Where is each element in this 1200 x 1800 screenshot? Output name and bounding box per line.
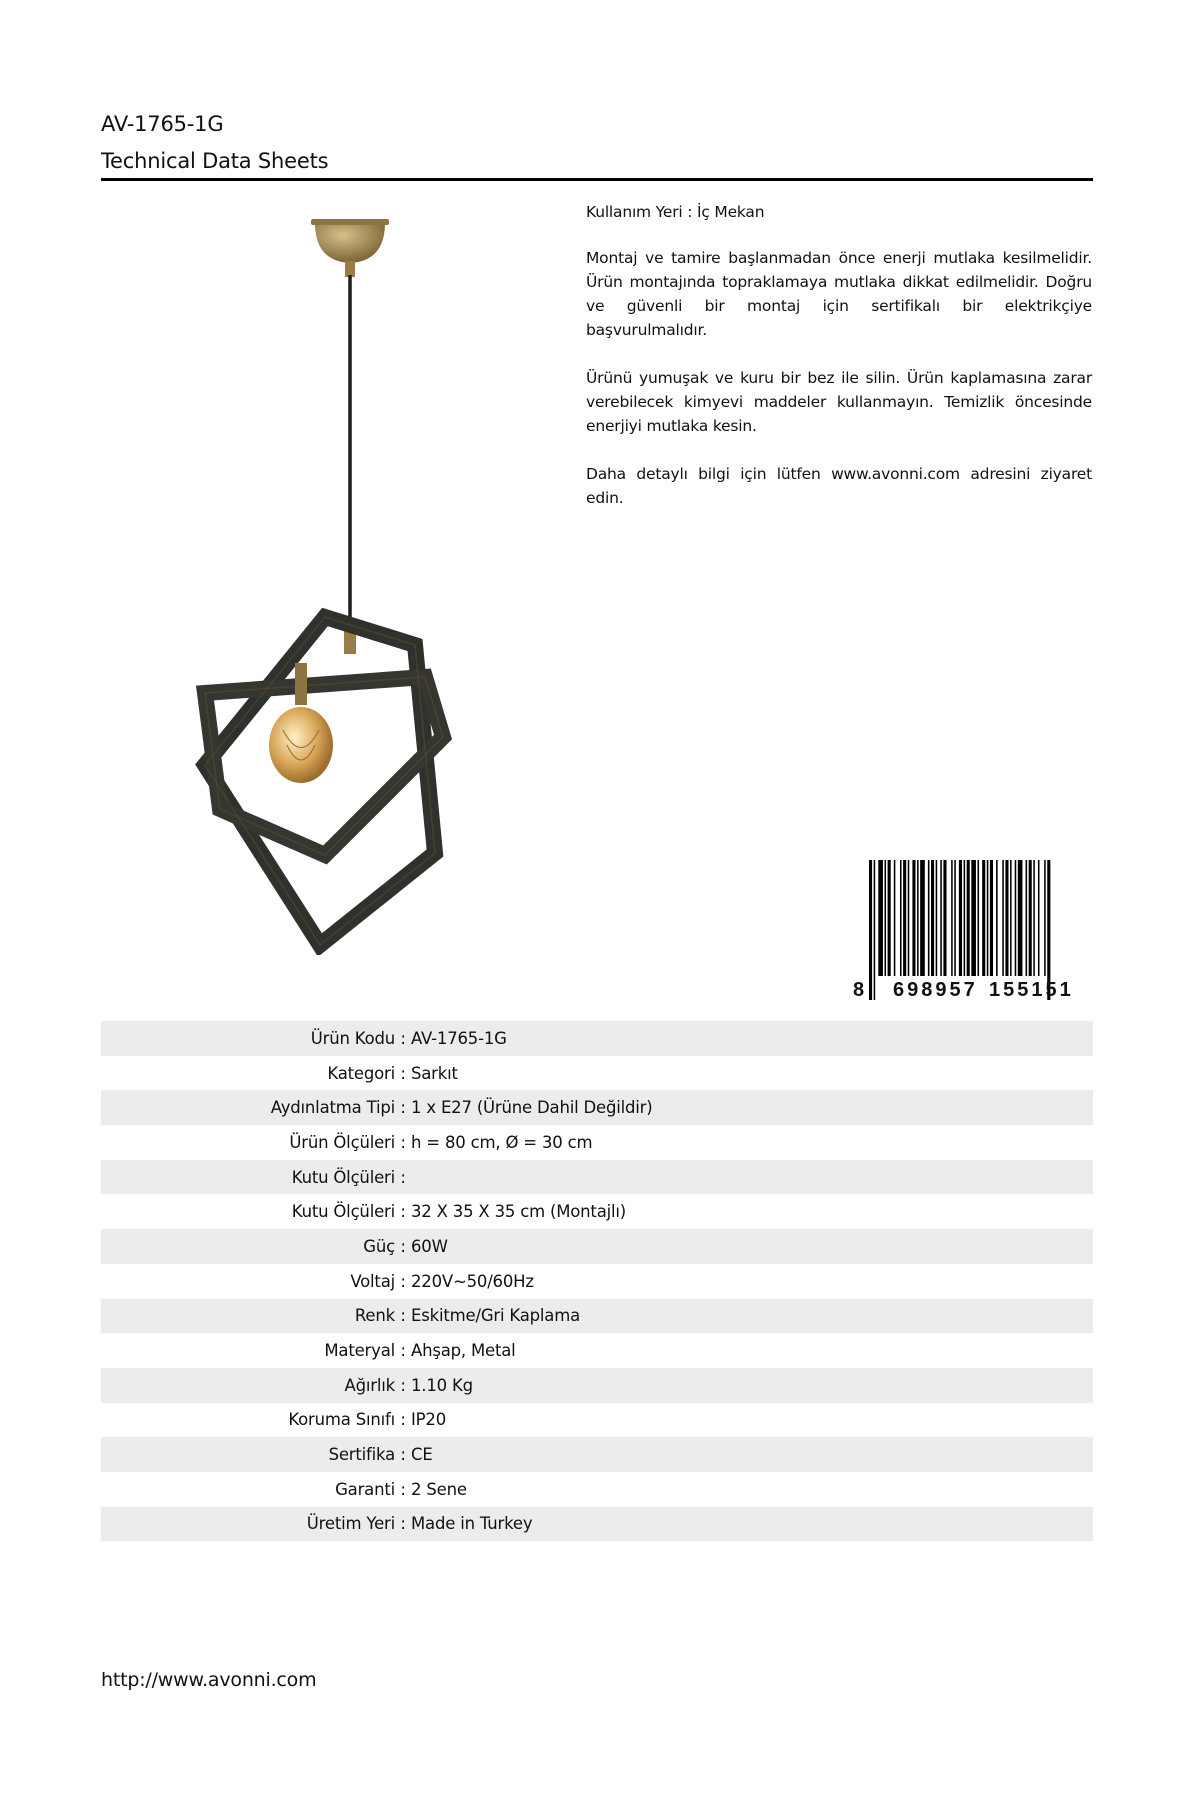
barcode-bar xyxy=(908,860,910,976)
barcode-bar xyxy=(874,860,876,1000)
spec-label: Kategori xyxy=(327,1063,395,1083)
spec-row xyxy=(101,1160,1093,1195)
barcode-bar xyxy=(928,860,930,976)
product-info xyxy=(586,200,1092,534)
spec-separator: : xyxy=(400,1063,406,1083)
barcode-bar xyxy=(954,860,956,976)
barcode-bar xyxy=(1018,860,1023,976)
spec-value: IP20 xyxy=(411,1410,447,1430)
spec-row xyxy=(101,1299,1093,1334)
spec-separator: : xyxy=(400,1445,406,1465)
ean-barcode xyxy=(853,860,1093,1000)
barcode-bar xyxy=(1033,860,1035,976)
barcode-bar xyxy=(1002,860,1004,976)
spec-value: AV-1765-1G xyxy=(411,1028,507,1048)
spec-row xyxy=(101,1090,1093,1125)
specifications-table xyxy=(101,1021,1093,1541)
spec-value: 32 X 35 X 35 cm (Montajlı) xyxy=(411,1202,627,1222)
barcode-bar xyxy=(931,860,934,976)
spec-label: Sertifika xyxy=(328,1445,395,1465)
spec-label: Ağırlık xyxy=(344,1375,395,1395)
spec-separator: : xyxy=(400,1098,406,1118)
spec-label: Kutu Ölçüleri xyxy=(291,1202,395,1222)
spec-separator: : xyxy=(400,1028,406,1048)
spec-separator: : xyxy=(400,1167,406,1187)
barcode-bar xyxy=(869,860,872,1000)
spec-row xyxy=(101,1264,1093,1299)
barcode-bar xyxy=(878,860,883,976)
spec-row xyxy=(101,1437,1093,1472)
spec-value: 2 Sene xyxy=(411,1479,467,1499)
spec-label: Koruma Sınıfı xyxy=(288,1410,395,1430)
spec-separator: : xyxy=(400,1132,406,1152)
spec-row xyxy=(101,1229,1093,1264)
info-paragraph-installation: Montaj ve tamire başlanmadan önce enerji mutlaka kesilmelidir. Ürün montajında topraklamaya mutlaka dikkat edilmelidir. Doğru ve güvenli bir montaj için sertifikalı bir elektrikçiye başvurulmalıdır. xyxy=(586,249,1092,339)
usage-location: Kullanım Yeri : İç Mekan xyxy=(586,203,765,221)
spec-separator: : xyxy=(400,1479,406,1499)
cube-frame xyxy=(205,617,443,945)
spec-value: CE xyxy=(411,1445,433,1465)
document-header xyxy=(101,108,1093,177)
spec-row xyxy=(101,1472,1093,1507)
spec-label: Ürün Kodu xyxy=(310,1028,395,1048)
barcode-bar xyxy=(990,860,993,976)
spec-row xyxy=(101,1056,1093,1091)
spec-separator: : xyxy=(400,1410,406,1430)
spec-row xyxy=(101,1194,1093,1229)
spec-value: Eskitme/Gri Kaplama xyxy=(411,1306,581,1326)
barcode-bar xyxy=(971,860,976,976)
lamp-socket xyxy=(295,663,307,705)
barcode-bar xyxy=(996,860,998,976)
spec-label: Garanti xyxy=(335,1479,395,1499)
edison-bulb xyxy=(269,707,333,783)
barcode-bar xyxy=(888,860,891,976)
barcode-bar xyxy=(936,860,938,976)
ceiling-canopy xyxy=(315,223,385,263)
header-divider xyxy=(101,178,1093,181)
barcode-bar xyxy=(1026,860,1028,976)
barcode-bar xyxy=(1038,860,1040,976)
barcode-bar xyxy=(900,860,902,976)
barcode-left-digits: 698957 xyxy=(893,979,978,1000)
spec-value: Ahşap, Metal xyxy=(411,1341,516,1361)
barcode-bar xyxy=(982,860,985,976)
barcode-bar xyxy=(920,860,925,976)
document-subtitle: Technical Data Sheets xyxy=(101,149,329,173)
spec-value: Sarkıt xyxy=(411,1063,458,1083)
spec-value: h = 80 cm, Ø = 30 cm xyxy=(411,1132,593,1152)
spec-separator: : xyxy=(400,1306,406,1326)
spec-value: 1 x E27 (Ürüne Dahil Değildir) xyxy=(411,1098,653,1118)
barcode-bar xyxy=(978,860,980,976)
spec-label: Materyal xyxy=(324,1341,395,1361)
barcode-bar xyxy=(1015,860,1017,976)
spec-separator: : xyxy=(400,1341,406,1361)
barcode-bar xyxy=(1010,860,1012,976)
barcode-bar xyxy=(917,860,919,976)
spec-separator: : xyxy=(400,1375,406,1395)
spec-label: Kutu Ölçüleri xyxy=(291,1167,395,1187)
spec-row xyxy=(101,1333,1093,1368)
info-paragraph-cleaning: Ürünü yumuşak ve kuru bir bez ile silin. Ürün kaplamasına zarar verebilecek kimyevi maddeler kullanmayın. Temizlik öncesinde enerjiyi mutlaka kesin. xyxy=(586,369,1092,435)
barcode-bar xyxy=(967,860,970,976)
product-code-title: AV-1765-1G xyxy=(101,112,224,136)
spec-value: 220V~50/60Hz xyxy=(411,1271,534,1291)
barcode-bar xyxy=(903,860,906,976)
spec-separator: : xyxy=(400,1271,406,1291)
spec-label: Güç xyxy=(363,1236,395,1256)
barcode-bar xyxy=(987,860,989,976)
barcode-right-digits: 155151 xyxy=(989,979,1074,1000)
spec-label: Aydınlatma Tipi xyxy=(270,1098,395,1118)
barcode-bar xyxy=(1044,860,1046,976)
barcode-bar xyxy=(940,860,942,976)
barcode-bar xyxy=(964,860,966,976)
spec-separator: : xyxy=(400,1514,406,1534)
info-paragraph-website: Daha detaylı bilgi için lütfen www.avonni.com adresini ziyaret edin. xyxy=(586,465,1092,507)
barcode-first-digit: 8 xyxy=(853,979,865,1000)
spec-row xyxy=(101,1021,1093,1056)
pendant-lamp-image xyxy=(175,205,555,955)
barcode-bar xyxy=(1029,860,1032,976)
barcode-bar xyxy=(912,860,915,976)
barcode-bar xyxy=(894,860,896,976)
barcode-bar xyxy=(1005,860,1008,976)
spec-row xyxy=(101,1403,1093,1438)
spec-row xyxy=(101,1125,1093,1160)
spec-row xyxy=(101,1507,1093,1542)
spec-value: Made in Turkey xyxy=(411,1514,533,1534)
footer-url: http://www.avonni.com xyxy=(101,1669,317,1691)
spec-separator: : xyxy=(400,1236,406,1256)
spec-value: 1.10 Kg xyxy=(411,1375,473,1395)
barcode-bar xyxy=(943,860,946,976)
spec-label: Renk xyxy=(354,1306,395,1326)
spec-value: 60W xyxy=(411,1236,448,1256)
spec-row xyxy=(101,1368,1093,1403)
spec-separator: : xyxy=(400,1202,406,1222)
spec-label: Voltaj xyxy=(350,1271,395,1291)
spec-label: Ürün Ölçüleri xyxy=(289,1132,395,1152)
barcode-bar xyxy=(951,860,953,976)
spec-label: Üretim Yeri xyxy=(306,1514,395,1534)
barcode-bar xyxy=(959,860,962,976)
barcode-bar xyxy=(885,860,887,976)
